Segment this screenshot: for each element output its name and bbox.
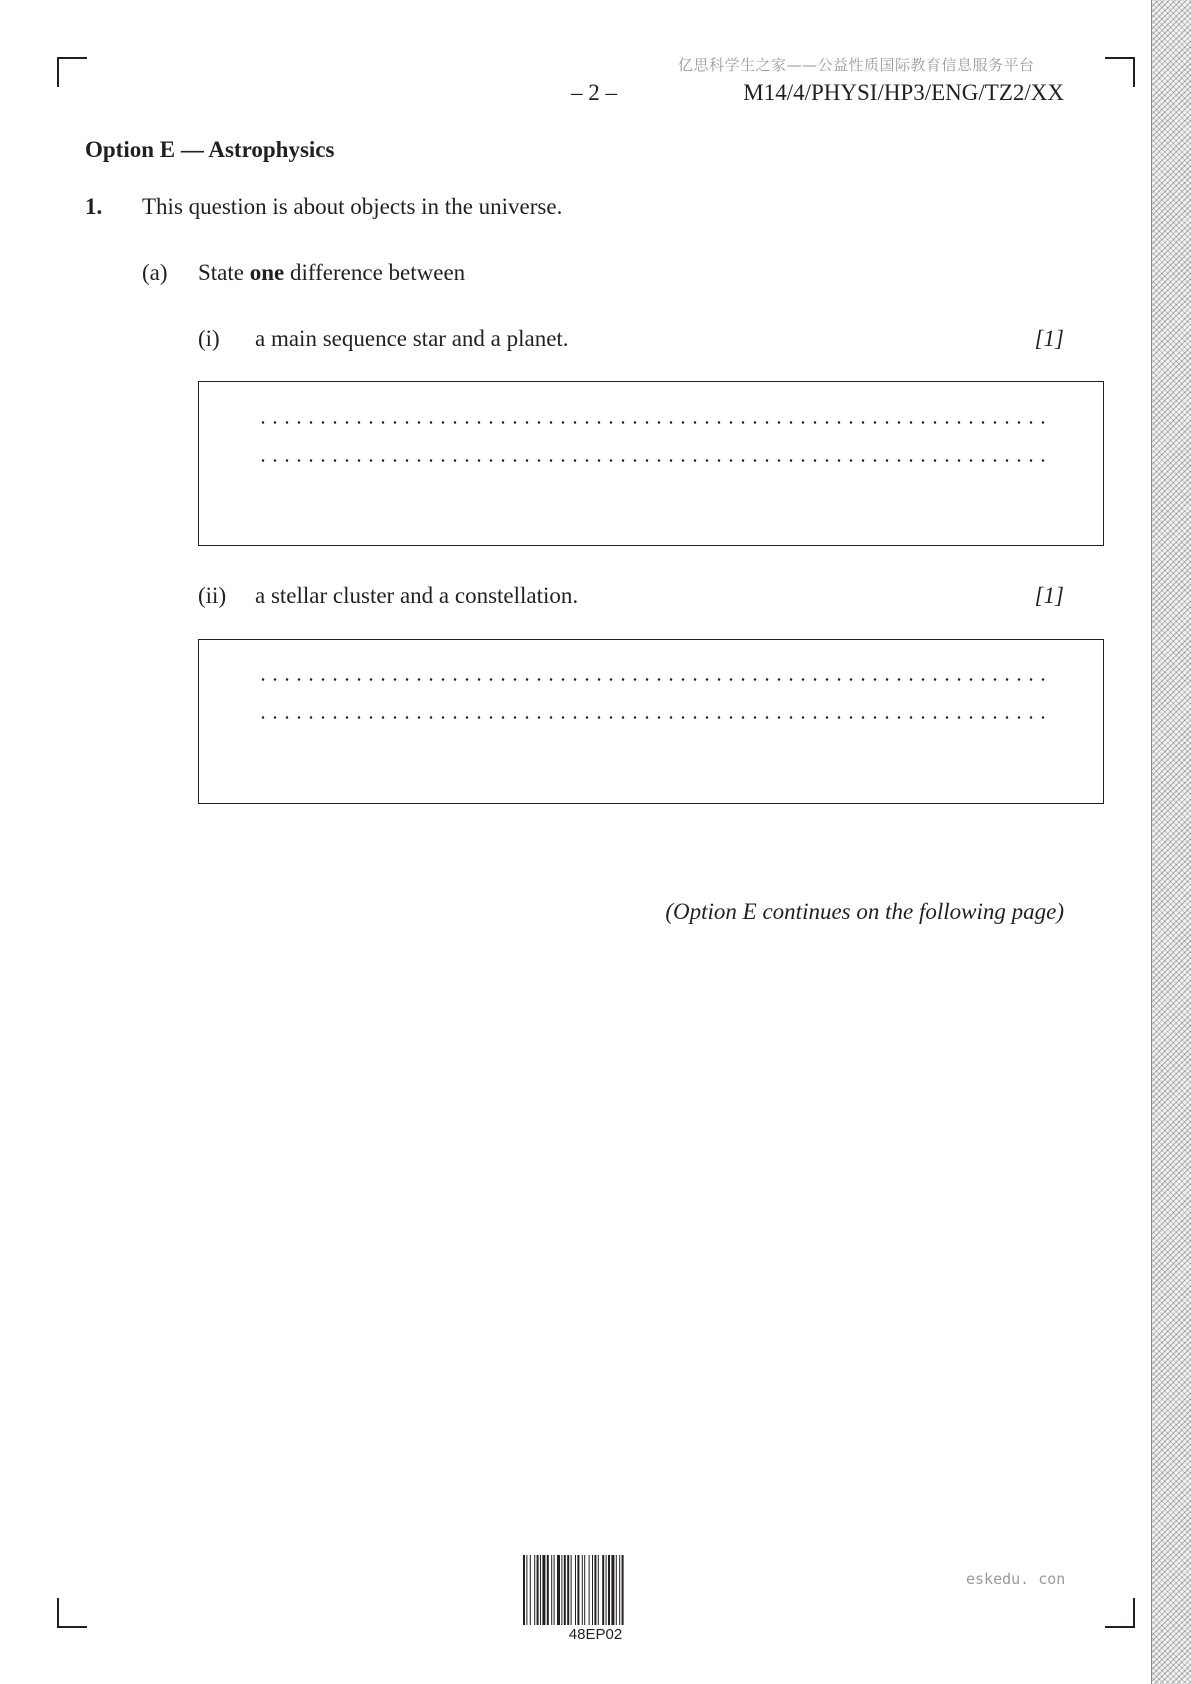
part-a-text-before: State bbox=[198, 260, 250, 285]
barcode-bar bbox=[589, 1555, 590, 1625]
barcode-bar bbox=[611, 1555, 614, 1625]
section-title: Option E — Astrophysics bbox=[85, 137, 335, 162]
barcode-bar bbox=[534, 1555, 535, 1625]
part-a-text-after: difference between bbox=[284, 260, 466, 285]
subpart-i-label: (i) bbox=[198, 326, 220, 351]
crop-mark-top-right bbox=[1105, 57, 1135, 87]
question-stem: This question is about objects in the universe. bbox=[142, 194, 563, 219]
answer-box-i[interactable] bbox=[198, 381, 1104, 546]
barcode-bar bbox=[606, 1555, 607, 1625]
crop-mark-bottom-right bbox=[1105, 1598, 1135, 1628]
footer-watermark: eskedu. con bbox=[966, 1570, 1066, 1588]
barcode-bar bbox=[602, 1555, 604, 1625]
barcode-bar bbox=[547, 1555, 549, 1625]
subpart-ii-marks: [1] bbox=[1034, 583, 1064, 608]
subpart-ii-label: (ii) bbox=[198, 583, 227, 608]
part-a-label: (a) bbox=[142, 260, 168, 285]
answer-line[interactable] bbox=[257, 459, 1047, 462]
continuation-note: (Option E continues on the following page) bbox=[665, 899, 1064, 924]
barcode-bar bbox=[526, 1555, 527, 1625]
barcode-bar bbox=[557, 1555, 560, 1625]
subpart-i-text: a main sequence star and a planet. bbox=[255, 326, 569, 351]
barcode-bar bbox=[582, 1555, 583, 1625]
barcode-bar bbox=[571, 1555, 572, 1625]
barcode-bar bbox=[608, 1555, 610, 1625]
barcode-bar bbox=[598, 1555, 599, 1625]
crop-mark-top-left bbox=[57, 57, 87, 87]
barcode-bar bbox=[619, 1555, 620, 1625]
barcode-bar bbox=[551, 1555, 552, 1625]
barcode-bar bbox=[575, 1555, 576, 1625]
answer-line[interactable] bbox=[257, 678, 1047, 681]
header-watermark: 亿思科学生之家——公益性质国际教育信息服务平台 bbox=[678, 56, 1035, 74]
barcode-bar bbox=[577, 1555, 579, 1625]
barcode-bar bbox=[561, 1555, 562, 1625]
subpart-ii-text: a stellar cluster and a constellation. bbox=[255, 583, 579, 608]
answer-line[interactable] bbox=[257, 421, 1047, 424]
barcode-bar bbox=[564, 1555, 566, 1625]
barcode-bar bbox=[530, 1555, 531, 1625]
part-a-text-bold: one bbox=[249, 260, 285, 285]
barcode-bar bbox=[616, 1555, 617, 1625]
barcode-bar bbox=[592, 1555, 593, 1625]
barcode bbox=[523, 1555, 668, 1625]
paper-code: M14/4/PHYSI/HP3/ENG/TZ2/XX bbox=[743, 80, 1064, 105]
crop-mark-bottom-left bbox=[57, 1598, 87, 1628]
barcode-bar bbox=[537, 1555, 539, 1625]
page-number: – 2 – bbox=[571, 80, 617, 105]
part-a-text bbox=[198, 260, 465, 286]
barcode-bar bbox=[540, 1555, 541, 1625]
page-edge-strip bbox=[1151, 0, 1191, 1684]
barcode-bar bbox=[594, 1555, 596, 1625]
barcode-text: 48EP02 bbox=[568, 1626, 623, 1643]
barcode-bar bbox=[584, 1555, 585, 1625]
question-number: 1. bbox=[85, 194, 103, 219]
barcode-bar bbox=[523, 1555, 525, 1625]
barcode-bar bbox=[622, 1555, 624, 1625]
answer-box-ii[interactable] bbox=[198, 639, 1104, 804]
subpart-i-marks: [1] bbox=[1034, 326, 1064, 351]
barcode-bar bbox=[542, 1555, 545, 1625]
barcode-bar bbox=[554, 1555, 555, 1625]
answer-line[interactable] bbox=[257, 716, 1047, 719]
barcode-bar bbox=[567, 1555, 569, 1625]
